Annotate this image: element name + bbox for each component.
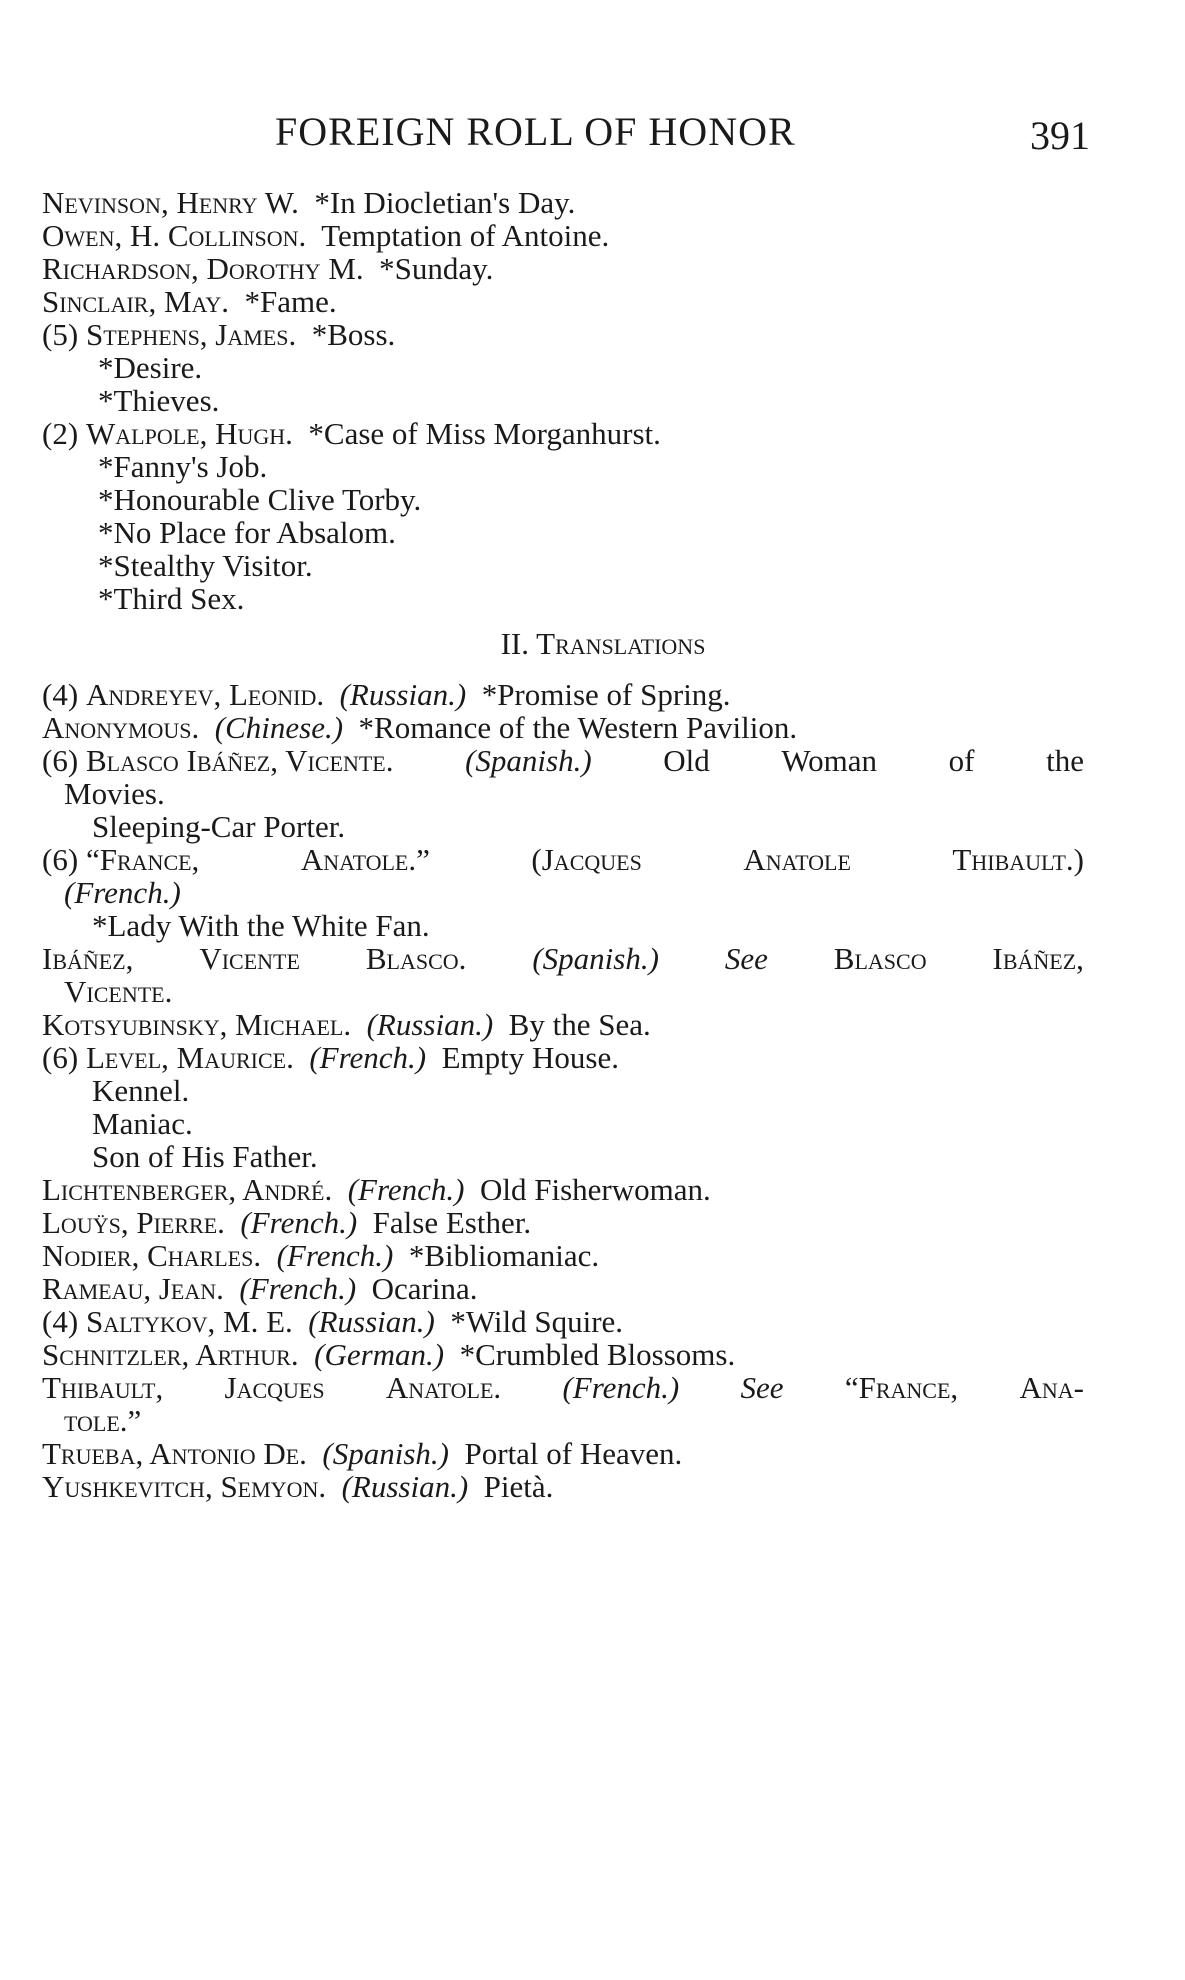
- author-word: “France,: [86, 842, 200, 877]
- author-name: Kotsyubinsky, Michael.: [42, 1007, 352, 1042]
- author-word: Jacques: [224, 1370, 325, 1405]
- language-label: (French.): [240, 1205, 358, 1240]
- story-title-line: Son of His Father.: [92, 1139, 318, 1174]
- entry-walpole: [42, 417, 1084, 450]
- story-title: *In Diocletian's Day.: [314, 185, 576, 220]
- roll-of-honor-list: [42, 186, 1084, 1503]
- author-word: Anatole.”: [300, 842, 430, 877]
- entry-france-anatole: [42, 843, 1084, 876]
- story-count: (2): [42, 416, 79, 451]
- language-label: (French.): [276, 1238, 394, 1273]
- page-number: 391: [1030, 113, 1090, 158]
- author-word: Anatole: [743, 842, 851, 877]
- language-label: (Spanish.): [322, 1436, 449, 1471]
- author-name: Richardson, Dorothy M.: [42, 251, 364, 286]
- language-label: (Spanish.): [465, 743, 592, 778]
- author-word: “France,: [844, 1370, 959, 1405]
- language-label: (French.): [347, 1172, 465, 1207]
- author-word: Ibáñez,: [42, 941, 134, 976]
- entry-andreyev: [42, 678, 1084, 711]
- author-name: Trueba, Antonio De.: [42, 1436, 307, 1471]
- story-title-line: *Thieves.: [98, 383, 220, 418]
- entry-louys: [42, 1206, 1084, 1239]
- story-title: *Wild Squire.: [450, 1304, 624, 1339]
- entry-lichtenberger: [42, 1173, 1084, 1206]
- author-word: Ibáñez,: [992, 941, 1084, 976]
- story-title: *Boss.: [311, 317, 396, 352]
- story-title-word: of: [948, 743, 975, 778]
- story-title: Pietà.: [483, 1469, 554, 1504]
- entry-stephens: [42, 318, 1084, 351]
- author-name: Walpole, Hugh.: [86, 416, 293, 451]
- story-title-line: Maniac.: [92, 1106, 193, 1141]
- story-title: Empty House.: [441, 1040, 619, 1075]
- entry-kotsyubinsky: [42, 1008, 1084, 1041]
- story-title-line: Kennel.: [92, 1073, 190, 1108]
- story-title-word: the: [1046, 743, 1084, 778]
- story-title: *Bibliomaniac.: [408, 1238, 600, 1273]
- author-name: Yushkevitch, Semyon.: [42, 1469, 327, 1504]
- author-name: Saltykov, M. E.: [86, 1304, 293, 1339]
- entry-yushkevitch: [42, 1470, 1084, 1503]
- story-count: (6): [42, 842, 79, 877]
- language-label: (Spanish.): [532, 941, 659, 976]
- story-title-line: *No Place for Absalom.: [98, 515, 396, 550]
- running-head: FOREIGN ROLL OF HONOR: [275, 109, 796, 154]
- story-title-line: *Fanny's Job.: [98, 449, 268, 484]
- entry-schnitzler: [42, 1338, 1084, 1371]
- story-title: Old Fisherwoman.: [479, 1172, 711, 1207]
- entry-anonymous: [42, 711, 1084, 744]
- author-word: Vicente: [199, 941, 300, 976]
- story-title: *Crumbled Blossoms.: [459, 1337, 736, 1372]
- author-name: Sinclair, May.: [42, 284, 230, 319]
- language-label: (Russian.): [308, 1304, 435, 1339]
- story-count: (5): [42, 317, 79, 352]
- page-header: [0, 108, 1185, 160]
- author-name: Blasco Ibáñez, Vicente.: [86, 743, 394, 778]
- language-label: (Russian.): [366, 1007, 494, 1042]
- story-title: *Case of Miss Morganhurst.: [308, 416, 661, 451]
- author-continued: tole.”: [64, 1403, 142, 1438]
- story-title: *Promise of Spring.: [481, 677, 731, 712]
- entry-nodier: [42, 1239, 1084, 1272]
- author-name: Owen, H. Collinson.: [42, 218, 307, 253]
- story-count: (6): [42, 1040, 79, 1075]
- author-word: Thibault.): [952, 842, 1084, 877]
- author-name: Rameau, Jean.: [42, 1271, 224, 1306]
- entry-sinclair: [42, 285, 1084, 318]
- language-label: (Russian.): [339, 677, 467, 712]
- author-name: Lichtenberger, André.: [42, 1172, 333, 1207]
- author-name: Level, Maurice.: [86, 1040, 294, 1075]
- author-word: (Jacques: [531, 842, 642, 877]
- story-title-line: *Honourable Clive Torby.: [98, 482, 422, 517]
- story-title: Temptation of Antoine.: [321, 218, 610, 253]
- author-name: Nodier, Charles.: [42, 1238, 262, 1273]
- entry-rameau: [42, 1272, 1084, 1305]
- story-title: Portal of Heaven.: [464, 1436, 683, 1471]
- entry-saltykov: [42, 1305, 1084, 1338]
- entry-richardson: [42, 252, 1084, 285]
- author-word: Blasco: [833, 941, 927, 976]
- author-word: Anatole.: [385, 1370, 502, 1405]
- language-label: (French.): [309, 1040, 427, 1075]
- language-label: (German.): [314, 1337, 445, 1372]
- story-count: (4): [42, 1304, 79, 1339]
- author-with-count: [42, 744, 393, 777]
- author-name: Nevinson, Henry W.: [42, 185, 299, 220]
- author-name: Schnitzler, Arthur.: [42, 1337, 299, 1372]
- entry-ibanez-cross-ref: [42, 942, 1084, 975]
- entry-level: [42, 1041, 1084, 1074]
- story-title-line: *Desire.: [98, 350, 203, 385]
- author-word: Blasco.: [365, 941, 467, 976]
- story-title: False Esther.: [372, 1205, 532, 1240]
- story-title-line: *Lady With the White Fan.: [92, 908, 430, 943]
- author-name: Louÿs, Pierre.: [42, 1205, 225, 1240]
- entry-owen: [42, 219, 1084, 252]
- language-label: (French.): [562, 1370, 680, 1405]
- story-title: Ocarina.: [371, 1271, 478, 1306]
- author-name: Andreyev, Leonid.: [86, 677, 325, 712]
- author-name: Stephens, James.: [86, 317, 297, 352]
- story-title-line: Sleeping-Car Porter.: [92, 809, 346, 844]
- story-title: *Fame.: [244, 284, 337, 319]
- language-label: (French.): [239, 1271, 357, 1306]
- author-word: Thibault,: [42, 1370, 164, 1405]
- story-title: *Romance of the Western Pavilion.: [358, 710, 798, 745]
- language-label: (French.): [64, 875, 181, 910]
- story-title: By the Sea.: [508, 1007, 651, 1042]
- story-count: (6): [42, 743, 79, 778]
- story-title-line: *Stealthy Visitor.: [98, 548, 313, 583]
- entry-blasco-ibanez: [42, 744, 1084, 777]
- entry-trueba: [42, 1437, 1084, 1470]
- entry-thibault-cross-ref: [42, 1371, 1084, 1404]
- language-label: (Chinese.): [214, 710, 344, 745]
- author-name: Anonymous.: [42, 710, 200, 745]
- story-title-word: Old: [663, 743, 710, 778]
- language-label: (Russian.): [341, 1469, 469, 1504]
- story-count: (4): [42, 677, 79, 712]
- section-heading: II. Translations: [500, 626, 706, 661]
- story-title-word: Woman: [781, 743, 878, 778]
- story-title: *Sunday.: [379, 251, 494, 286]
- entry-nevinson: [42, 186, 1084, 219]
- author-word: Ana-: [1019, 1370, 1084, 1405]
- author-continued: Vicente.: [64, 974, 173, 1009]
- story-title-continued: Movies.: [64, 776, 165, 811]
- author-with-count: [42, 843, 199, 876]
- story-title-line: *Third Sex.: [98, 581, 245, 616]
- see-reference: See: [740, 1370, 784, 1405]
- see-reference: See: [724, 941, 768, 976]
